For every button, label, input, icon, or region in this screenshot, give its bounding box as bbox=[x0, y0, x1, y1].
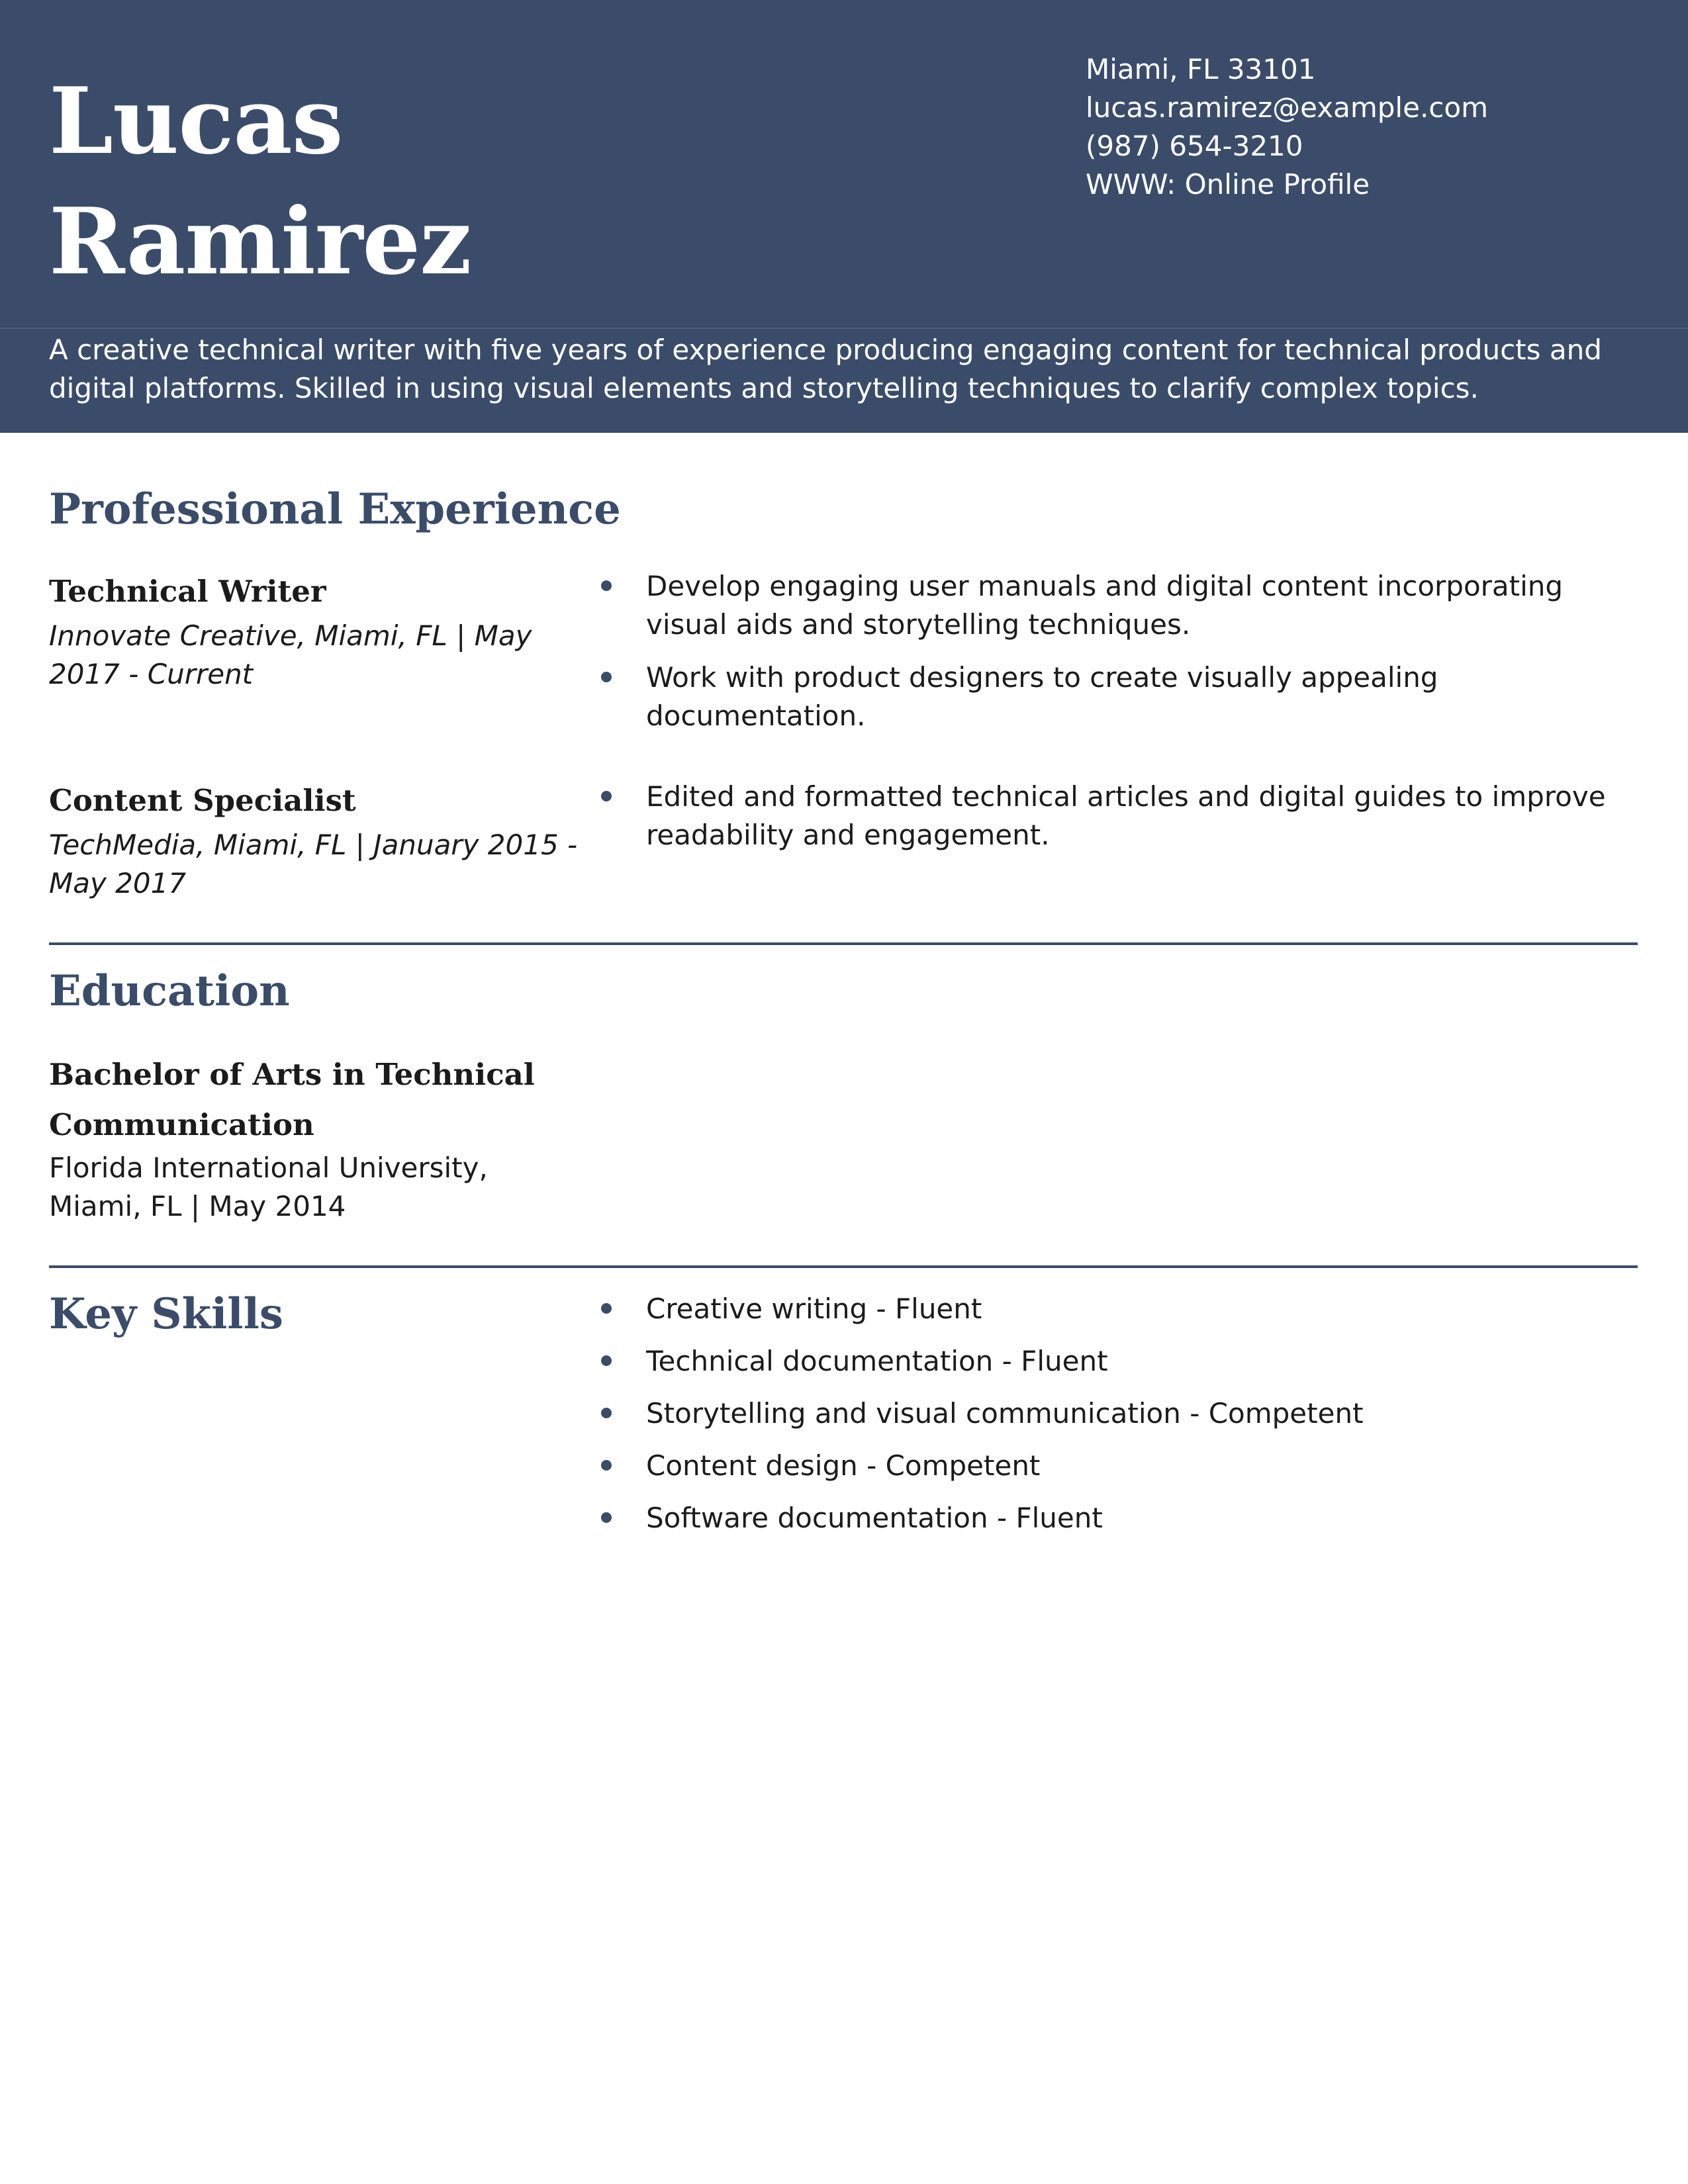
list-item: Develop engaging user manuals and digital content incorporating visual aids and storytelling techniques. bbox=[596, 567, 1642, 644]
education-school: Florida International University, Miami, FL | May 2014 bbox=[49, 1152, 488, 1222]
list-item: Software documentation - Fluent bbox=[596, 1499, 1642, 1537]
experience-section-title: Professional Experience bbox=[49, 484, 621, 534]
job-details-2: , Miami, FL | January 2015 - May 2017 bbox=[49, 829, 578, 899]
list-item: Work with product designers to create visually appealing documentation. bbox=[596, 659, 1642, 735]
list-item: Storytelling and visual communication - Competent bbox=[596, 1394, 1642, 1433]
list-item: Creative writing - Fluent bbox=[596, 1290, 1642, 1328]
contact-info bbox=[1086, 50, 1655, 204]
contact-phone: (987) 654-3210 bbox=[1086, 130, 1303, 162]
contact-website-link[interactable]: WWW: Online Profile bbox=[1086, 168, 1370, 201]
job-title-2: Content Specialist bbox=[49, 783, 356, 818]
job-meta-1 bbox=[49, 617, 579, 694]
job-bullets-1 bbox=[596, 567, 1642, 750]
job-bullets-2 bbox=[596, 778, 1642, 869]
resume-header bbox=[0, 0, 1688, 328]
section-divider-skills bbox=[49, 1265, 1638, 1268]
last-name: Ramirez bbox=[49, 187, 471, 295]
education-section-title: Education bbox=[49, 966, 290, 1016]
section-divider-education bbox=[49, 942, 1638, 945]
job-title-1: Technical Writer bbox=[49, 574, 326, 609]
first-name: Lucas bbox=[49, 67, 343, 175]
skills-section-title: Key Skills bbox=[49, 1289, 283, 1339]
degree-title: Bachelor of Arts in Technical Communication bbox=[49, 1057, 535, 1142]
list-item: Technical documentation - Fluent bbox=[596, 1342, 1642, 1381]
list-item: Edited and formatted technical articles and digital guides to improve readability and engagement. bbox=[596, 778, 1642, 854]
list-item: Content design - Competent bbox=[596, 1447, 1642, 1485]
professional-summary: A creative technical writer with five years of experience producing engaging content for technical products and digital platforms. Skilled in using visual elements and storytelling techniques to clarify complex topics. bbox=[49, 334, 1602, 404]
contact-address: Miami, FL 33101 bbox=[1086, 53, 1316, 85]
job-details-1: , Miami, FL | May 2017 - Current bbox=[49, 619, 532, 690]
skills-list bbox=[596, 1290, 1642, 1551]
contact-email[interactable]: lucas.ramirez@example.com bbox=[1086, 91, 1488, 124]
job-company-2: TechMedia bbox=[49, 829, 197, 861]
candidate-name bbox=[49, 61, 976, 302]
job-meta-2 bbox=[49, 826, 579, 903]
job-company-1: Innovate Creative bbox=[49, 619, 297, 652]
